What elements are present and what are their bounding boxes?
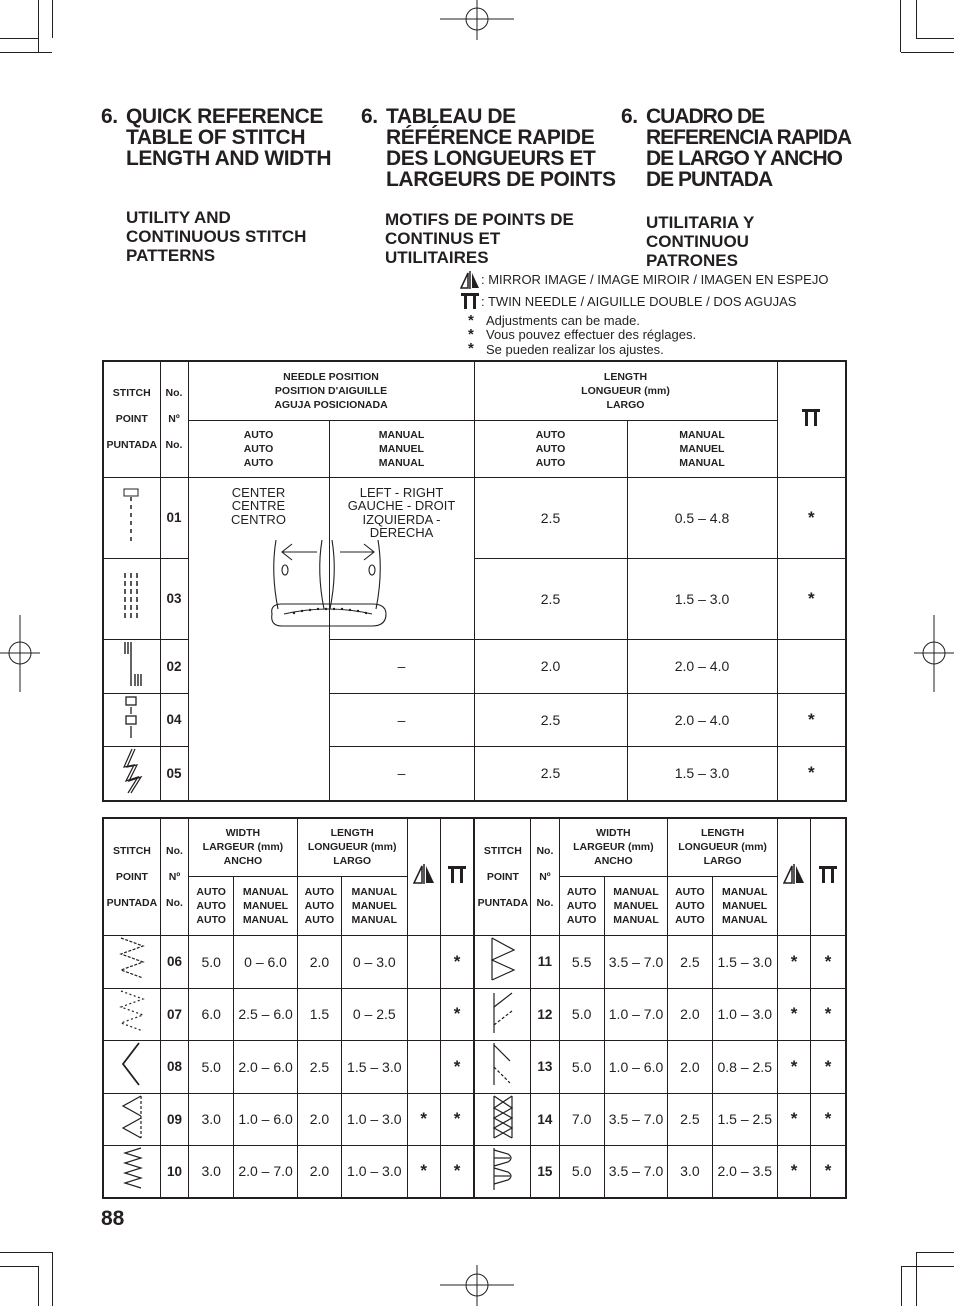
header-width: WIDTH LARGEUR (mm) ANCHO	[559, 818, 668, 876]
length-manual: 2.0 – 3.5	[712, 1145, 777, 1198]
stitch-icon-11	[474, 935, 530, 988]
header-auto: AUTO AUTO AUTO	[559, 876, 604, 935]
width-manual: 2.0 – 7.0	[234, 1145, 297, 1198]
length-auto: 2.0	[297, 1093, 341, 1145]
heading-line: TABLEAU DE	[386, 105, 516, 128]
twin-needle-icon	[461, 292, 479, 310]
width-auto: 3.0	[189, 1145, 234, 1198]
mirror-mark: *	[407, 1093, 440, 1145]
heading-line: DES LONGUEURS ET	[386, 147, 596, 170]
header-no: No. Nº No.	[160, 818, 188, 935]
mirror-mark: *	[777, 1145, 810, 1198]
length-manual: 2.0 – 4.0	[627, 639, 777, 693]
stitch-icon-10	[103, 1145, 160, 1198]
asterisk-icon: *	[468, 312, 474, 329]
stitch-number: 03	[160, 558, 188, 639]
stitch-icon-14	[474, 1093, 530, 1145]
asterisk-icon: *	[468, 326, 474, 343]
stitch-number: 07	[160, 988, 188, 1040]
length-auto: 2.5	[668, 1093, 712, 1145]
stitch-icon-03	[103, 558, 160, 639]
legend-note: Se pueden realizar los ajustes.	[486, 342, 664, 357]
subheading-en: UTILITY AND CONTINUOUS STITCH PATTERNS	[126, 208, 307, 265]
length-manual: 1.0 – 3.0	[712, 988, 777, 1040]
twin-needle-mark: *	[440, 1093, 474, 1145]
header-auto: AUTO AUTO AUTO	[189, 876, 234, 935]
mirror-image-icon	[783, 864, 805, 884]
reinforced-stitch-icon	[117, 640, 147, 688]
heading-fr: 6. TABLEAU DE RÉFÉRENCE RAPIDE DES LONGUEURS ET LARGEURS DE POINTS	[361, 105, 616, 191]
width-auto: 5.0	[559, 988, 604, 1040]
twin-needle-mark: *	[777, 477, 846, 558]
length-manual: 1.5 – 3.0	[712, 935, 777, 988]
width-manual: 2.5 – 6.0	[234, 988, 297, 1040]
table-row	[103, 477, 846, 558]
length-manual: 0.5 – 4.8	[627, 477, 777, 558]
twin-needle-mark	[777, 639, 846, 693]
table-row	[103, 1093, 846, 1145]
stretch-stitch-icon	[118, 747, 146, 795]
width-auto: 5.0	[559, 1040, 604, 1093]
width-auto: 5.0	[189, 1040, 234, 1093]
twin-needle-icon	[447, 864, 467, 884]
length-manual: 1.5 – 3.0	[627, 746, 777, 801]
length-auto: 2.0	[668, 988, 712, 1040]
width-auto: 5.0	[189, 935, 234, 988]
mirror-mark: *	[407, 1145, 440, 1198]
length-auto: 2.0	[668, 1040, 712, 1093]
stitch-icon-01	[103, 477, 160, 558]
triple-straight-stitch-icon	[120, 571, 144, 621]
width-manual: 3.5 – 7.0	[604, 1145, 667, 1198]
width-manual: 1.0 – 7.0	[604, 988, 667, 1040]
multi-zigzag-stitch-icon	[117, 989, 147, 1035]
subheading-fr: MOTIFS DE POINTS DE CONTINUS ET UTILITAIRES	[385, 210, 574, 267]
twin-needle-mark: *	[777, 558, 846, 639]
header-twin-needle	[777, 361, 846, 477]
length-auto: 2.0	[474, 639, 627, 693]
length-manual: 0 – 2.5	[342, 988, 407, 1040]
straight-stitch-left-icon	[120, 485, 144, 545]
overcast-stitch-icon	[117, 1041, 147, 1087]
legend-twin-text: : TWIN NEEDLE / AIGUILLE DOUBLE / DOS AGUJAS	[481, 294, 797, 309]
heading-line: QUICK REFERENCE	[126, 105, 324, 128]
width-manual: 3.5 – 7.0	[604, 935, 667, 988]
width-auto: 6.0	[189, 988, 234, 1040]
stretch-overlock-stitch-icon	[488, 1146, 518, 1192]
length-auto: 2.5	[474, 746, 627, 801]
twin-needle-icon	[801, 407, 821, 427]
width-auto: 7.0	[559, 1093, 604, 1145]
twin-needle-mark: *	[440, 988, 474, 1040]
length-manual: 1.0 – 3.0	[342, 1093, 407, 1145]
header-manual: MANUAL MANUEL MANUAL	[329, 420, 474, 477]
stitch-icon-06	[103, 935, 160, 988]
needle-manual: –	[329, 639, 474, 693]
mirror-image-icon	[413, 864, 435, 884]
needle-position-table	[102, 360, 847, 802]
twin-needle-mark: *	[777, 693, 846, 746]
header-stitch: STITCH POINT PUNTADA	[103, 361, 160, 477]
width-manual: 0 – 6.0	[234, 935, 297, 988]
header-manual: MANUAL MANUEL MANUAL	[604, 876, 667, 935]
header-no: No. Nº No.	[531, 818, 559, 935]
heading-line: LENGTH AND WIDTH	[126, 147, 332, 170]
overlock-stitch-icon	[488, 1094, 518, 1140]
width-auto: 3.0	[189, 1093, 234, 1145]
mirror-mark: *	[777, 1040, 810, 1093]
stitch-icon-05	[103, 746, 160, 801]
header-twin	[811, 818, 846, 935]
twin-needle-mark: *	[440, 935, 474, 988]
stitch-number: 01	[160, 477, 188, 558]
twin-needle-mark: *	[811, 988, 846, 1040]
asterisk-icon: *	[468, 340, 474, 357]
triangle-stitch-icon	[488, 936, 518, 982]
stitch-number: 10	[160, 1145, 188, 1198]
stitch-icon-15	[474, 1145, 530, 1198]
stitch-number: 09	[160, 1093, 188, 1145]
heading-line: CUADRO DE	[646, 105, 765, 128]
mirror-mark: *	[777, 988, 810, 1040]
header-manual: MANUAL MANUEL MANUAL	[627, 420, 777, 477]
width-manual: 2.0 – 6.0	[234, 1040, 297, 1093]
header-length: LENGTH LONGUEUR (mm) LARGO	[668, 818, 778, 876]
stitch-number: 05	[160, 746, 188, 801]
stitch-icon-07	[103, 988, 160, 1040]
length-manual: 0 – 3.0	[342, 935, 407, 988]
header-stitch: STITCH POINT PUNTADA	[474, 818, 530, 935]
heading-en: 6. QUICK REFERENCE TABLE OF STITCH LENGTH AND WIDTH	[101, 105, 332, 170]
zigzag-stitch-icon	[117, 936, 147, 982]
twin-needle-mark: *	[811, 1093, 846, 1145]
stitch-icon-12	[474, 988, 530, 1040]
heading-line: RÉFÉRENCE RAPIDE	[386, 126, 595, 149]
heading-line: LARGEURS DE POINTS	[386, 168, 616, 191]
subheading-es: UTILITARIA Y CONTINUOU PATRONES	[646, 213, 755, 270]
length-manual: 2.0 – 4.0	[627, 693, 777, 746]
stitch-number: 04	[160, 693, 188, 746]
stitch-number: 15	[531, 1145, 559, 1198]
header-length: LENGTH LONGUEUR (mm) LARGO	[474, 361, 777, 420]
width-manual: 1.0 – 6.0	[604, 1040, 667, 1093]
twin-needle-mark: *	[777, 746, 846, 801]
header-no: No. Nº No.	[160, 361, 188, 477]
legend-mirror-text: : MIRROR IMAGE / IMAGE MIROIR / IMAGEN EN ESPEJO	[481, 272, 829, 287]
stitch-icon-02	[103, 639, 160, 693]
mirror-mark	[407, 1040, 440, 1093]
presser-foot-illustration	[262, 534, 394, 634]
length-manual: 1.5 – 3.0	[627, 558, 777, 639]
needle-manual: –	[329, 693, 474, 746]
length-auto: 2.5	[474, 693, 627, 746]
length-auto: 1.5	[297, 988, 341, 1040]
scallop-stitch-icon	[117, 1146, 147, 1192]
width-auto: 5.0	[559, 1145, 604, 1198]
header-auto: AUTO AUTO AUTO	[297, 876, 341, 935]
table-row	[103, 1145, 846, 1198]
stitch-number: 06	[160, 935, 188, 988]
header-width: WIDTH LARGEUR (mm) ANCHO	[189, 818, 298, 876]
stitch-icon-08	[103, 1040, 160, 1093]
mirror-mark: *	[777, 935, 810, 988]
mirror-mark	[407, 988, 440, 1040]
width-auto: 5.5	[559, 935, 604, 988]
twin-needle-mark: *	[811, 935, 846, 988]
length-auto: 2.5	[668, 935, 712, 988]
blind-hem-stitch-icon	[488, 989, 518, 1035]
header-mirror	[407, 818, 440, 935]
length-auto: 2.5	[474, 477, 627, 558]
stitch-number: 08	[160, 1040, 188, 1093]
length-auto: 2.5	[474, 558, 627, 639]
width-length-table	[102, 817, 847, 1199]
length-manual: 1.5 – 2.5	[712, 1093, 777, 1145]
length-auto: 2.5	[297, 1040, 341, 1093]
twin-needle-icon	[818, 864, 838, 884]
twin-needle-mark: *	[440, 1040, 474, 1093]
mirror-image-icon	[460, 271, 480, 289]
mirror-mark	[407, 935, 440, 988]
heading-line: DE LARGO Y ANCHO	[646, 147, 842, 170]
length-manual: 0.8 – 2.5	[712, 1040, 777, 1093]
width-manual: 1.0 – 6.0	[234, 1093, 297, 1145]
mirror-mark: *	[777, 1093, 810, 1145]
heading-line: TABLE OF STITCH	[126, 126, 306, 149]
header-needle-position: NEEDLE POSITION POSITION D'AIGUILLE AGUJA POSICIONADA	[188, 361, 474, 420]
needle-center-label: CENTER CENTRE CENTRO	[231, 484, 286, 527]
stitch-number: 11	[531, 935, 559, 988]
header-twin	[440, 818, 474, 935]
stitch-number: 13	[531, 1040, 559, 1093]
length-manual: 1.0 – 3.0	[342, 1145, 407, 1198]
twin-needle-mark: *	[811, 1145, 846, 1198]
stitch-icon-13	[474, 1040, 530, 1093]
heading-es: 6. CUADRO DE REFERENCIA RAPIDA DE LARGO Y ANCHO DE PUNTADA	[621, 105, 852, 191]
needle-manual: –	[329, 746, 474, 801]
heading-line: REFERENCIA RAPIDA	[646, 126, 852, 149]
stitch-number: 02	[160, 639, 188, 693]
header-manual: MANUAL MANUEL MANUAL	[234, 876, 297, 935]
header-stitch: STITCH POINT PUNTADA	[103, 818, 160, 935]
length-auto: 3.0	[668, 1145, 712, 1198]
needle-center-cell	[188, 477, 329, 801]
stitch-icon-09	[103, 1093, 160, 1145]
basting-stitch-icon	[120, 694, 144, 740]
header-mirror	[777, 818, 810, 935]
table-row	[103, 1040, 846, 1093]
header-length: LENGTH LONGUEUR (mm) LARGO	[297, 818, 407, 876]
blind-hem-elastic-stitch-icon	[488, 1041, 518, 1087]
stitch-icon-04	[103, 693, 160, 746]
stitch-number: 14	[531, 1093, 559, 1145]
length-auto: 2.0	[297, 935, 341, 988]
shell-tuck-stitch-icon	[117, 1094, 147, 1140]
header-auto: AUTO AUTO AUTO	[188, 420, 329, 477]
legend-note: Vous pouvez effectuer des réglages.	[486, 327, 697, 342]
stitch-number: 12	[531, 988, 559, 1040]
heading-line: DE PUNTADA	[646, 168, 773, 191]
table-row	[103, 988, 846, 1040]
header-auto: AUTO AUTO AUTO	[668, 876, 712, 935]
twin-needle-mark: *	[440, 1145, 474, 1198]
page-number: 88	[101, 1207, 125, 1230]
header-manual: MANUAL MANUEL MANUAL	[342, 876, 407, 935]
legend-note: Adjustments can be made.	[486, 313, 640, 328]
header-auto: AUTO AUTO AUTO	[474, 420, 627, 477]
length-manual: 1.5 – 3.0	[342, 1040, 407, 1093]
header-manual: MANUAL MANUEL MANUAL	[712, 876, 777, 935]
twin-needle-mark: *	[811, 1040, 846, 1093]
table-row	[103, 935, 846, 988]
length-auto: 2.0	[297, 1145, 341, 1198]
width-manual: 3.5 – 7.0	[604, 1093, 667, 1145]
needle-left-right-label: LEFT - RIGHT GAUCHE - DROIT IZQUIERDA - DERECHA	[347, 484, 456, 540]
